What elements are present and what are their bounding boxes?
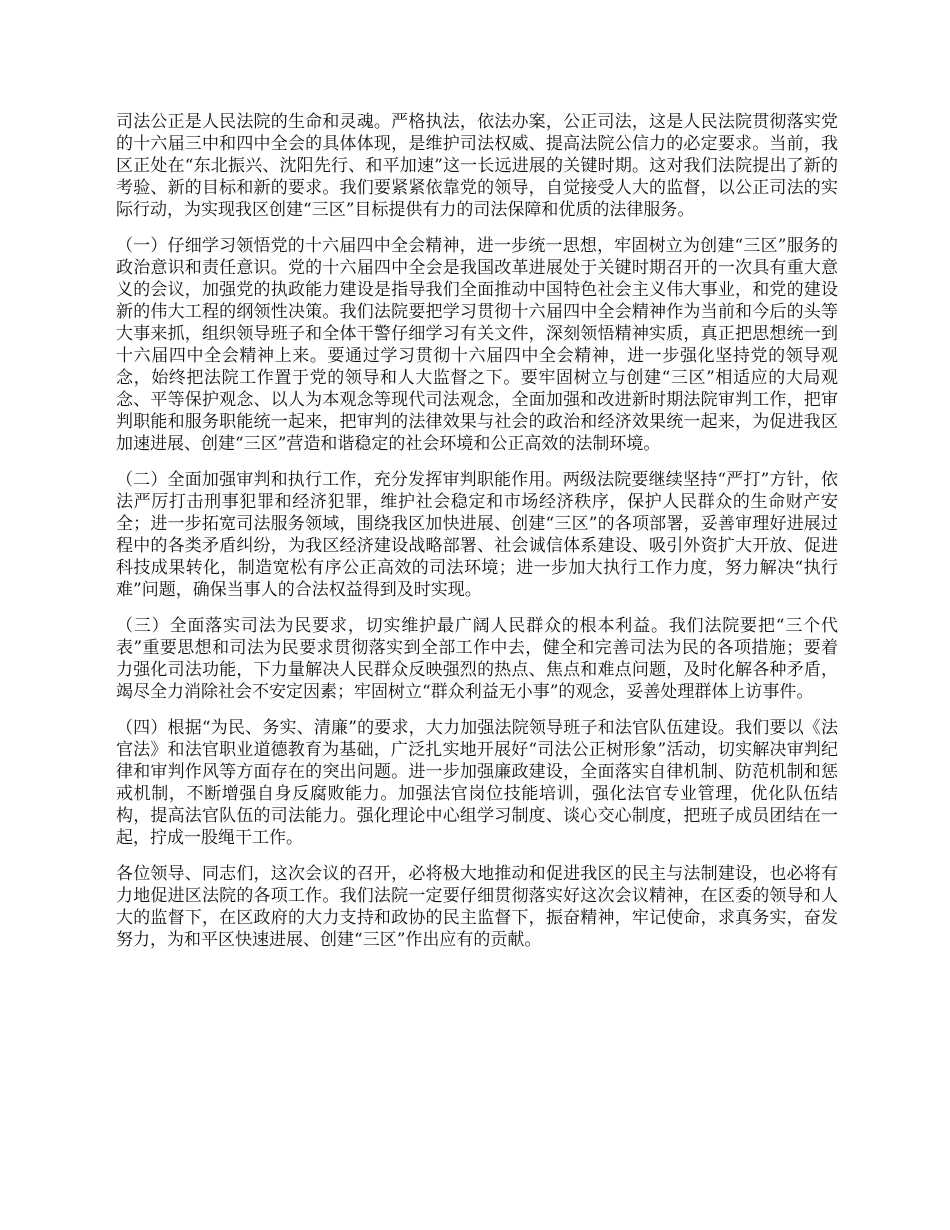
paragraph-intro: 司法公正是人民法院的生命和灵魂。严格执法，依法办案，公正司法，这是人民法院贯彻落实党的十六届三中和四中全会的具体体现，是维护司法权威、提高法院公信力的必定要求。当前，我区正处在“东北振兴、沈阳先行、和平加速”这一长远进展的关键时期。这对我们法院提出了新的考验、新的目标和新的要求。我们要紧紧依靠党的领导，自觉接受人大的监督，以公正司法的实际行动，为实现我区创建“三区”目标提供有力的司法保障和优质的法律服务。 [116, 112, 838, 220]
document-body [116, 111, 838, 965]
paragraph-section-4: （四）根据“为民、务实、清廉”的要求，大力加强法院领导班子和法官队伍建设。我们要以《法官法》和法官职业道德教育为基础，广泛扎实地开展好“司法公正树形象”活动，切实解决审判纪律和审判作风等方面存在的突出问题。进一步加强廉政建设，全面落实自律机制、防范机制和惩戒机制，不断增强自身反腐败能力。加强法官岗位技能培训，强化法官专业管理，优化队伍结构，提高法官队伍的司法能力。强化理论中心组学习制度、谈心交心制度，把班子成员团结在一起，拧成一股绳干工作。 [116, 718, 838, 848]
paragraph-section-3: （三）全面落实司法为民要求，切实维护最广阔人民群众的根本利益。我们法院要把“三个代表”重要思想和司法为民要求贯彻落实到全部工作中去，健全和完善司法为民的各项措施；要着力强化司法功能，下力量解决人民群众反映强烈的热点、焦点和难点问题，及时化解各种矛盾，竭尽全力消除社会不安定因素；牢固树立“群众利益无小事”的观念，妥善处理群体上访事件。 [116, 616, 838, 702]
paragraph-closing: 各位领导、同志们，这次会议的召开，必将极大地推动和促进我区的民主与法制建设，也必将有力地促进区法院的各项工作。我们法院一定要仔细贯彻落实好这次会议精神，在区委的领导和人大的监督下，在区政府的大力支持和政协的民主监督下，振奋精神，牢记使命，求真务实，奋发努力，为和平区快速进展、创建“三区”作出应有的贡献。 [116, 864, 838, 950]
paragraph-section-1: （一）仔细学习领悟党的十六届四中全会精神，进一步统一思想，牢固树立为创建“三区”服务的政治意识和责任意识。党的十六届四中全会是我国改革进展处于关键时期召开的一次具有重大意义的会议，加强党的执政能力建设是指导我们全面推动中国特色社会主义伟大事业，和党的建设新的伟大工程的纲领性决策。我们法院要把学习贯彻十六届四中全会精神作为当前和今后的头等大事来抓，组织领导班子和全体干警仔细学习有关文件，深刻领悟精神实质，真正把思想统一到十六届四中全会精神上来。要通过学习贯彻十六届四中全会精神，进一步强化坚持党的领导观念，始终把法院工作置于党的领导和人大监督之下。要牢固树立与创建“三区”相适应的大局观念、平等保护观念、以人为本观念等现代司法观念，全面加强和改进新时期法院审判工作，把审判职能和服务职能统一起来，把审判的法律效果与社会的政治和经济效果统一起来，为促进我区加速进展、创建“三区”营造和谐稳定的社会环境和公正高效的法制环境。 [116, 236, 838, 454]
paragraph-section-2: （二）全面加强审判和执行工作，充分发挥审判职能作用。两级法院要继续坚持“严打”方针，依法严厉打击刑事犯罪和经济犯罪，维护社会稳定和市场经济秩序，保护人民群众的生命财产安全；进一步拓宽司法服务领域，围绕我区加快进展、创建“三区”的各项部署，妥善审理好进展过程中的各类矛盾纠纷，为我区经济建设战略部署、社会诚信体系建设、吸引外资扩大开放、促进科技成果转化，制造宽松有序公正高效的司法环境；进一步加大执行工作力度，努力解决“执行难”问题，确保当事人的合法权益得到及时实现。 [116, 470, 838, 600]
